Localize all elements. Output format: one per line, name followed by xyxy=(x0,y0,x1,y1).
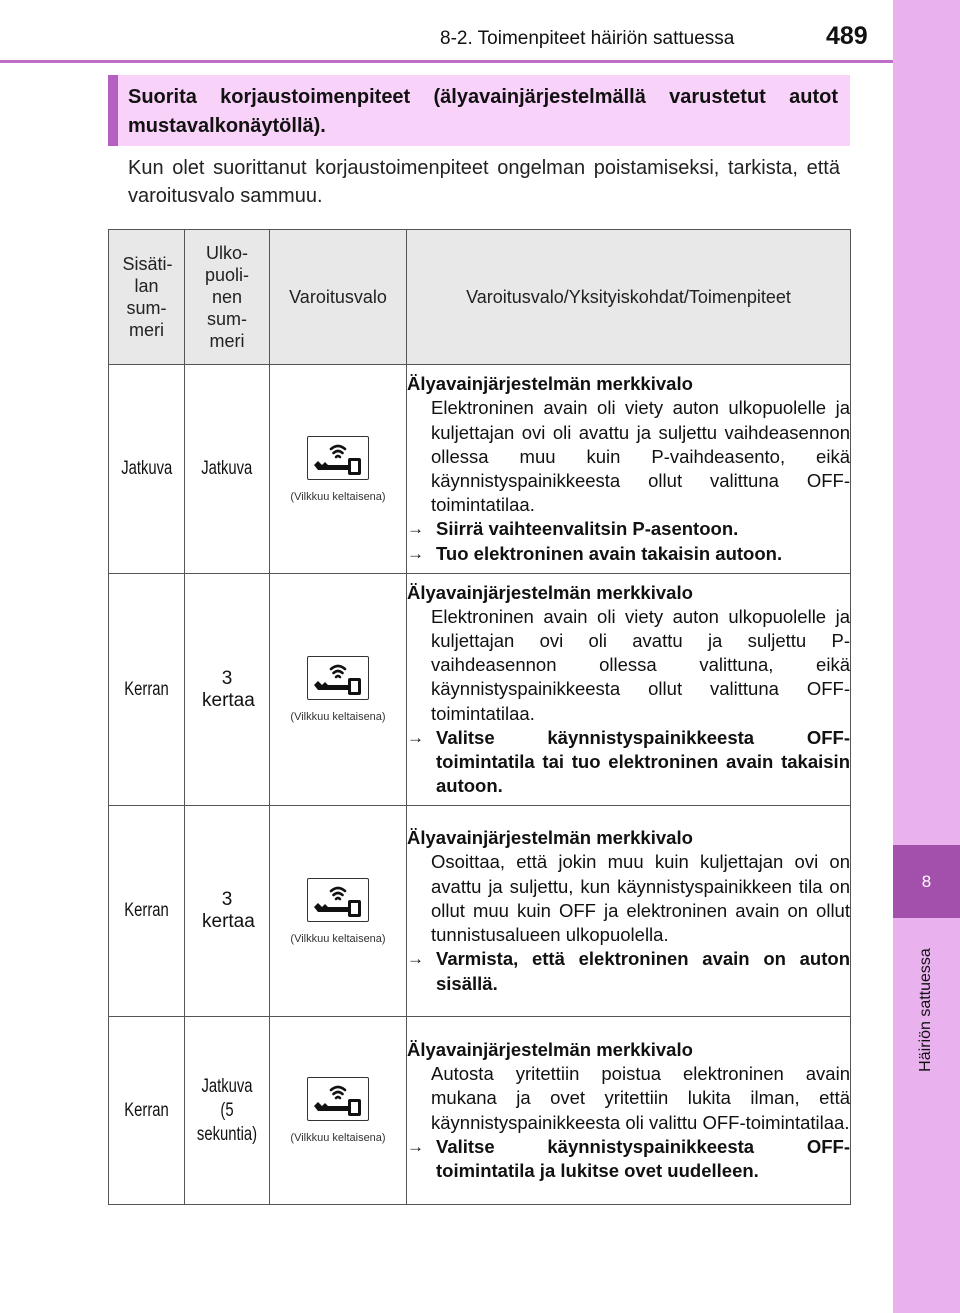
action-item xyxy=(407,947,850,995)
outer-buzzer-cell: 3 kertaa xyxy=(185,574,270,806)
action-text: Siirrä vaihteenvalitsin P-asentoon. xyxy=(436,518,739,540)
action-text: Valitse käynnistyspainikkeesta OFF-toimintatila ja lukitse ovet uudelleen. xyxy=(436,1135,850,1181)
header-title: 8-2. Toimenpiteet häiriön sattuessa xyxy=(440,28,735,49)
action-list xyxy=(407,517,850,565)
header-divider xyxy=(0,60,893,63)
action-item xyxy=(407,517,850,541)
detail-text: Autosta yritettiin poistua elektroninen avain mukana ja ovet yritettiin lukita ilman, että käynnistyspainikkeesta oli valittu OFF-toimintatilaa. xyxy=(431,1063,850,1133)
arrow-right-icon: → xyxy=(407,543,424,563)
details-cell xyxy=(407,574,851,806)
action-list xyxy=(407,947,850,995)
inner-buzzer-cell: Kerran xyxy=(109,1017,185,1205)
table-row xyxy=(109,806,851,1017)
outer-buzzer-cell: 3 kertaa xyxy=(185,806,270,1017)
action-item xyxy=(407,542,850,566)
outer-buzzer-cell xyxy=(185,365,270,574)
arrow-right-icon: → xyxy=(407,949,424,969)
section-heading-box xyxy=(108,75,850,146)
arrow-right-icon: → xyxy=(407,1136,424,1156)
chapter-number-badge: 8 xyxy=(893,845,960,918)
smart-key-indicator-icon xyxy=(307,656,369,700)
detail-title: Älyavainjärjestelmän merkkivalo xyxy=(407,373,693,395)
table-row xyxy=(109,365,851,574)
detail-text: Elektroninen avain oli viety auton ulkopuolelle ja kuljettajan ovi oli avattu ja suljettu P-vaihdeasennon ollessa valittuna, eikä käynnistyspainikkeesta ollut valittuna OFF-toimintatilaa. xyxy=(431,605,850,724)
action-list xyxy=(407,726,850,799)
table-row xyxy=(109,1017,851,1205)
outer-buzzer-text: Jatkuva xyxy=(201,458,253,479)
warning-table xyxy=(108,229,851,1205)
detail-title: Älyavainjärjestelmän merkkivalo xyxy=(407,581,693,603)
outer-buzzer-cell xyxy=(185,1017,270,1205)
details-cell xyxy=(407,806,851,1017)
header-lamp: Varoitusvalo xyxy=(270,230,407,365)
action-list xyxy=(407,1135,850,1183)
arrow-right-icon: → xyxy=(407,519,424,539)
header-inner-buzzer: Sisäti-lan sum-meri xyxy=(109,230,185,365)
detail-text: Elektroninen avain oli viety auton ulkopuolelle ja kuljettajan ovi oli avattu ja suljettu vaihdeasennon ollessa muu kuin P-vaihdeasento, eikä käynnistyspainikkeesta ollut valittuna OFF-toimintatilaa. xyxy=(431,397,850,516)
inner-buzzer-cell: Jatkuva xyxy=(109,365,185,574)
section-heading: Suorita korjaustoimenpiteet (älyavainjärjestelmällä varustetut autot mustavalkonäytöllä). xyxy=(128,86,838,137)
detail-title: Älyavainjärjestelmän merkkivalo xyxy=(407,1038,693,1060)
action-item xyxy=(407,726,850,799)
lamp-flash-note: (Vilkkuu keltaisena) xyxy=(290,932,386,945)
smart-key-indicator-icon xyxy=(307,1077,369,1121)
arrow-right-icon: → xyxy=(407,727,424,747)
lamp-cell xyxy=(270,806,407,1017)
smart-key-indicator-icon xyxy=(307,436,369,480)
outer-buzzer-text: Jatkuva (5 sekuntia) xyxy=(196,1075,258,1145)
lamp-cell xyxy=(270,365,407,574)
inner-buzzer-cell: Kerran xyxy=(109,574,185,806)
action-text: Varmista, että elektroninen avain on auton sisällä. xyxy=(436,948,850,994)
action-text: Valitse käynnistyspainikkeesta OFF-toimintatila tai tuo elektroninen avain takaisin autoon. xyxy=(436,726,850,797)
lamp-cell xyxy=(270,1017,407,1205)
side-tab xyxy=(893,0,960,1313)
details-cell xyxy=(407,365,851,574)
chapter-label: Häiriön sattuessa xyxy=(917,948,934,1072)
inner-buzzer-cell: Kerran xyxy=(109,806,185,1017)
smart-key-indicator-icon xyxy=(307,878,369,922)
section-heading-accent xyxy=(108,75,118,146)
lamp-cell xyxy=(270,574,407,806)
header-outer-buzzer: Ulko-puoli-nen sum-meri xyxy=(185,230,270,365)
page-number: 489 xyxy=(826,22,868,50)
intro-paragraph: Kun olet suorittanut korjaustoimenpiteet ongelman poistamiseksi, tarkista, että varoitusvalo sammuu. xyxy=(128,157,840,207)
detail-title: Älyavainjärjestelmän merkkivalo xyxy=(407,827,693,849)
header-details: Varoitusvalo/Yksityiskohdat/Toimenpiteet xyxy=(407,230,851,365)
details-cell xyxy=(407,1017,851,1205)
action-text: Tuo elektroninen avain takaisin autoon. xyxy=(436,542,783,564)
action-item xyxy=(407,1135,850,1183)
detail-text: Osoittaa, että jokin muu kuin kuljettajan ovi on avattu ja suljettu, kun käynnistyspainikkeen tila on ollut muu kuin OFF ja elektroninen avain on ollut tunnistusalueen ulkopuolella. xyxy=(431,851,850,946)
table-header-row xyxy=(109,230,851,365)
table-row xyxy=(109,574,851,806)
lamp-flash-note: (Vilkkuu keltaisena) xyxy=(290,1132,386,1144)
lamp-flash-note: (Vilkkuu keltaisena) xyxy=(290,711,386,723)
lamp-flash-note: (Vilkkuu keltaisena) xyxy=(290,490,386,503)
